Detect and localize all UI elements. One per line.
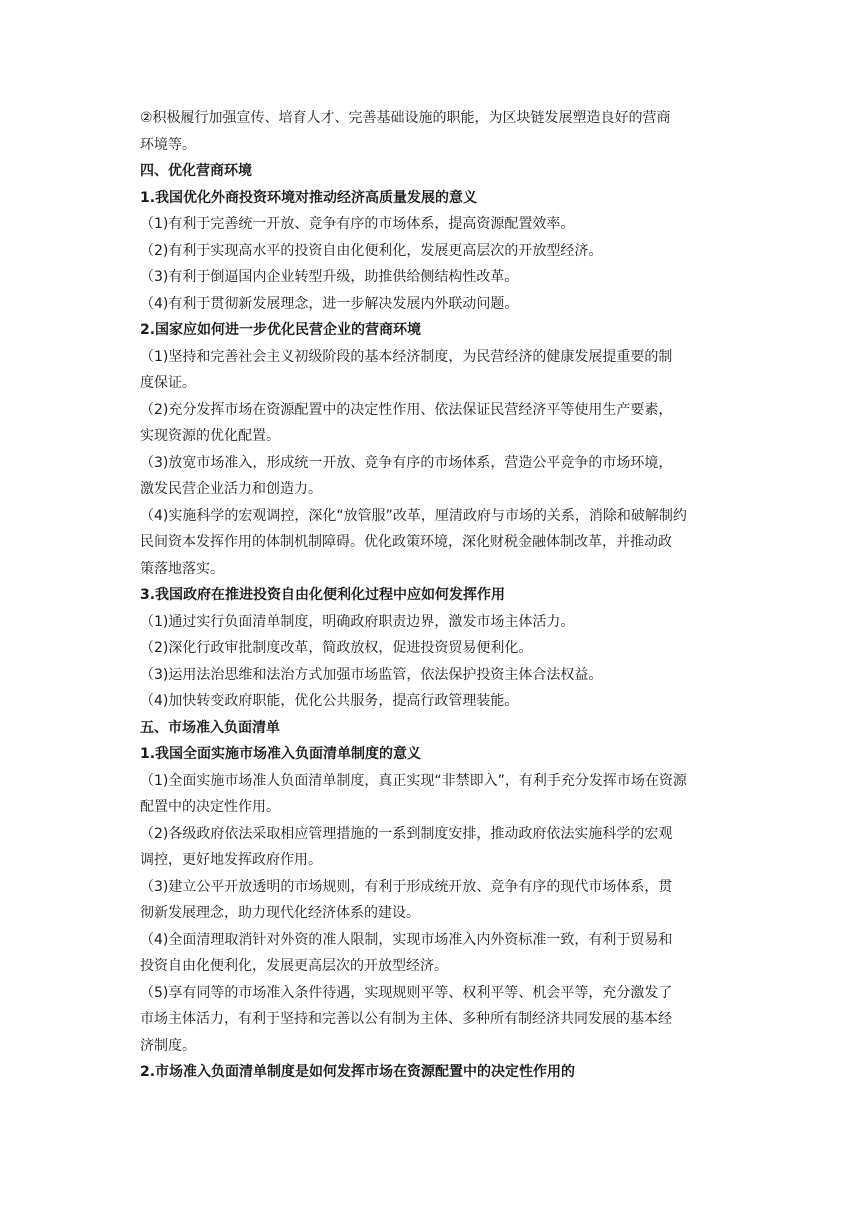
paragraph-line: 调控，更好地发挥政府作用。 xyxy=(140,852,322,868)
section-heading: 五、市场准入负面清单 xyxy=(140,719,280,736)
paragraph-line: 环境等。 xyxy=(140,136,196,153)
paragraph-line: 激发民营企业活力和创造力。 xyxy=(140,481,322,497)
paragraph-line: 策落地落实。 xyxy=(140,560,224,577)
paragraph-line: （1)有利于完善统一开放、竞争有序的市场体系，提高资源配置效率。 xyxy=(140,216,575,232)
section-heading: 1.我国优化外商投资环境对推动经济高质量发展的意义 xyxy=(140,189,478,206)
section-heading: 2.国家应如何进一步优化民营企业的营商环境 xyxy=(140,322,422,338)
section-heading: 2.市场准入负面清单制度是如何发挥市场在资源配置中的决定性作用的 xyxy=(140,1064,576,1080)
section-heading: 1.我国全面实施市场准入负面清单制度的意义 xyxy=(140,746,422,762)
paragraph-line: 彻新发展理念，助力现代化经济体系的建设。 xyxy=(140,905,420,921)
paragraph-line: （4)全面清理取消针对外资的准人限制，实现市场准入内外资标准一致，有利于贸易和 xyxy=(140,931,673,948)
paragraph-line: 济制度。 xyxy=(140,1037,196,1054)
paragraph-line: （2)充分发挥市场在资源配置中的决定性作用、依法保证民营经济平等使用生产要素， xyxy=(140,401,673,418)
paragraph-line: 民间资本发挥作用的体制机制障碍。优化政策环境，深化财税金融体制改革，并推动政 xyxy=(140,534,672,550)
paragraph-line: （3)放宽市场准入，形成统一开放、竞争有序的市场体系，营造公平竞争的市场环境， xyxy=(140,454,673,471)
paragraph-line: （4)有利于贯彻新发展理念，进一步解决发展内外联动问题。 xyxy=(140,295,519,312)
paragraph-line: （3)有利于倒逼国内企业转型升级，助推供给侧结构性改革。 xyxy=(140,269,519,285)
paragraph-line: （1)全面实施市场准人负面清单制度，真正实现“非禁即入”，有利手充分发挥市场在资源 xyxy=(140,772,687,789)
paragraph-line: （5)享有同等的市场准入条件待遇，实现规则平等、权利平等、机会平等，充分激发了 xyxy=(140,984,673,1001)
section-heading: 四、优化营商环境 xyxy=(140,163,252,179)
paragraph-line: （2)各级政府依法采取相应管理措施的一系到制度安排，推动政府依法实施科学的宏观 xyxy=(140,825,673,842)
paragraph-line: （3)建立公平开放透明的市场规则，有利于形成统开放、竞争有序的现代市场体系，贯 xyxy=(140,878,673,895)
paragraph-line: （3)运用法治思维和法治方式加强市场监管，依法保护投资主体合法权益。 xyxy=(140,666,603,683)
paragraph-line: 实现资源的优化配置。 xyxy=(140,428,280,444)
paragraph-line: （1)通过实行负面清单制度，明确政府职责边界，激发市场主体活力。 xyxy=(140,613,575,630)
paragraph-line: 配置中的决定性作用。 xyxy=(140,799,280,815)
paragraph-line: 度保证。 xyxy=(140,375,196,391)
paragraph-line: 投资自由化便利化，发展更高层次的开放型经济。 xyxy=(140,958,448,974)
paragraph-line: ②积极履行加强宣传、培育人才、完善基础设施的职能，为区块链发展塑造良好的营商 xyxy=(140,110,671,126)
paragraph-line: （1)坚持和完善社会主义初级阶段的基本经济制度，为民营经济的健康发展提重要的制 xyxy=(140,348,673,365)
paragraph-line: （4)实施科学的宏观调控，深化“放管服”改革，厘清政府与市场的关系，消除和破解制约 xyxy=(140,507,687,524)
paragraph-line: 市场主体活力，有利于坚持和完善以公有制为主体、多种所有制经济共同发展的基本经 xyxy=(140,1011,672,1027)
paragraph-line: （2)有利于实现高水平的投资自由化便利化，发展更高层次的开放型经济。 xyxy=(140,242,603,259)
paragraph-line: （2)深化行政审批制度改革，简政放权，促进投资贸易便利化。 xyxy=(140,640,533,656)
section-heading: 3.我国政府在推进投资自由化便利化过程中应如何发挥作用 xyxy=(140,587,506,603)
paragraph-line: （4)加快转变政府职能，优化公共服务，提高行政管理装能。 xyxy=(140,693,519,709)
